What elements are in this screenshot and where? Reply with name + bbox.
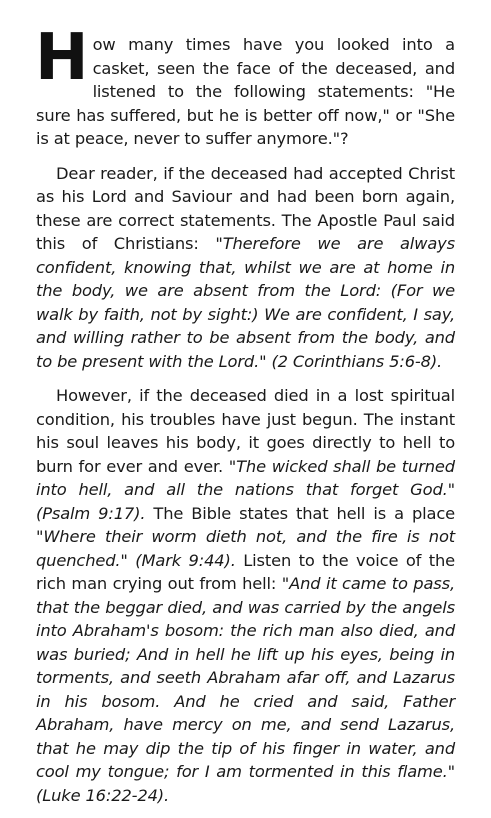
scripture-quote: "Therefore we are always confident, knowing that, whilst we are at home in the body, we are absent from the Lord: (For we walk by faith, not by sight:) We are confident, I say, and willing rather to be absent from the body, and to be present with the Lord." (2 Corinthians 5:6-8). bbox=[36, 234, 455, 371]
paragraph-3 bbox=[36, 384, 455, 807]
text-segment: However, if the deceased died in a lost spiritual condition, his troubles have just begun. The instant his soul leaves his body, it goes directly to hell to burn for ever and ever. bbox=[36, 386, 455, 476]
scripture-quote: "Where their worm dieth not, and the fire is not quenched." (Mark 9:44). bbox=[36, 527, 455, 570]
text-segment: Dear reader, if the deceased had accepted Christ as his Lord and Saviour and had been born again, these are correct statements. The Apostle Paul said this of Christians: bbox=[36, 163, 455, 253]
text-segment: The Bible states that hell is a place bbox=[145, 503, 456, 523]
scripture-quote: "And it came to pass, that the beggar died, and was carried by the angels into Abraham's bosom: the rich man also died, and was buried; And in hell he lift up his eyes, being in torments, and seeth Abraham afar off, and Lazarus in his bosom. And he cried and said, Father Abraham, have mercy on me, and send Lazarus, that he may dip the tip of his finger in water, and cool my tongue; for I am tormented in this flame." (Luke 16:22-24). bbox=[36, 574, 455, 805]
text-segment: ow many times have you looked into a casket, seen the face of the deceased, and listened to the following statements: "He sure has suffered, but he is better off now," or "She is at peace, never to suffer anymore."? bbox=[36, 35, 455, 148]
paragraph-1 bbox=[35, 21, 455, 151]
paragraph-2 bbox=[36, 162, 455, 374]
scripture-quote: "The wicked shall be turned into hell, and all the nations that forget God." (Psalm 9:17). bbox=[36, 456, 455, 523]
drop-cap: H bbox=[35, 21, 89, 95]
text-segment: Listen to the voice of the rich man crying out from hell: bbox=[36, 550, 455, 593]
document-page bbox=[35, 21, 456, 818]
